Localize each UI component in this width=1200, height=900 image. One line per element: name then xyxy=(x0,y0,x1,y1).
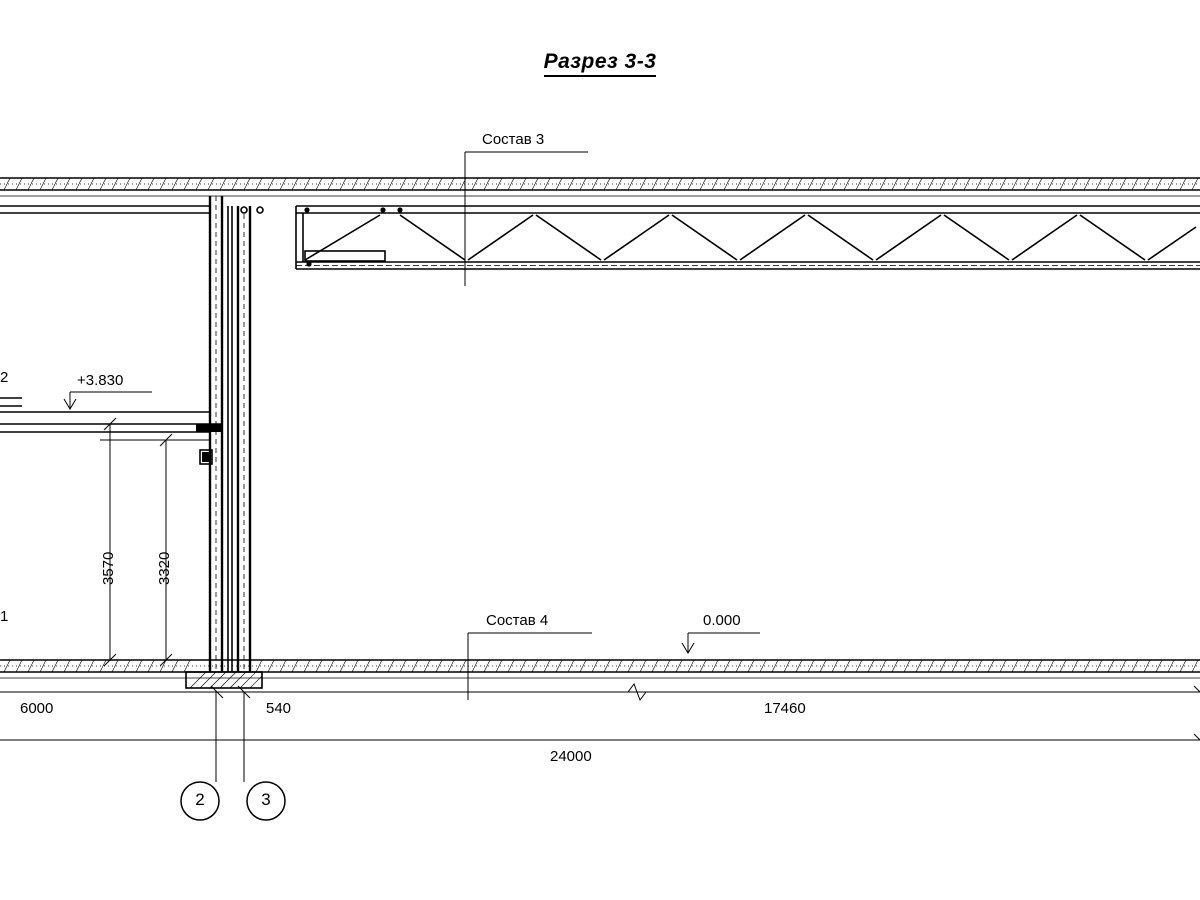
left-building-block xyxy=(0,196,250,672)
page-title-text: Разрез 3-3 xyxy=(544,50,657,77)
axis-extension-lines xyxy=(216,692,244,782)
vertical-dimension-3570 xyxy=(104,418,116,666)
axis-bubble-label-2: 2 xyxy=(195,790,205,809)
dimension-label-3570: 3570 xyxy=(100,551,117,585)
vertical-dimension-3320 xyxy=(100,434,210,666)
axis-bubble-label-3: 3 xyxy=(261,790,271,809)
mark-label-1-left: 1 xyxy=(0,608,9,625)
roof-truss xyxy=(241,206,1200,269)
roof-slab xyxy=(0,178,1200,196)
dimension-label-17460: 17460 xyxy=(764,700,806,717)
dimension-chain-1 xyxy=(0,684,1200,700)
level-label-plus-3830: +3.830 xyxy=(77,372,124,389)
dimension-label-3320: 3320 xyxy=(156,551,173,585)
dimension-label-24000: 24000 xyxy=(550,748,592,765)
column-footing xyxy=(186,672,262,688)
annotation-sostav-3: Состав 3 xyxy=(482,131,545,148)
annotation-sostav-4: Состав 4 xyxy=(486,612,549,629)
ground-floor-slab xyxy=(0,660,1200,678)
dimension-label-6000: 6000 xyxy=(20,700,54,717)
level-marker-0000 xyxy=(682,633,760,653)
level-label-0000: 0.000 xyxy=(703,612,741,629)
level-marker-plus-3830 xyxy=(64,392,152,409)
dimension-label-540: 540 xyxy=(266,700,292,717)
mark-label-2-left: 2 xyxy=(0,369,9,386)
dimension-chain-total xyxy=(0,734,1200,740)
